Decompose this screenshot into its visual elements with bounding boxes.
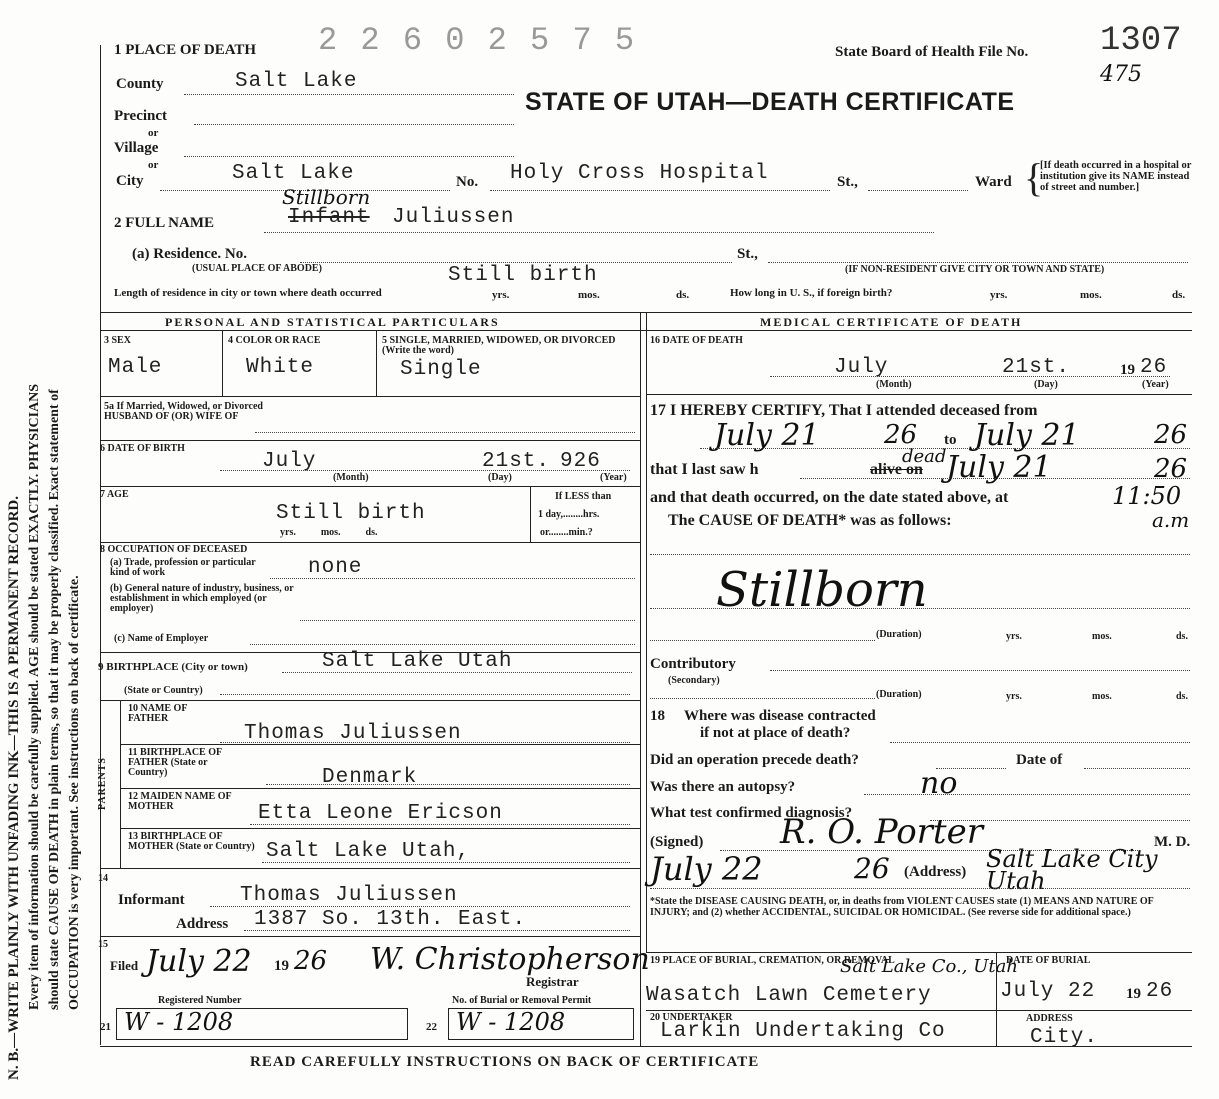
physician-signature: R. O. Porter [780, 812, 983, 852]
undertaker-value: Larkin Undertaking Co [660, 1020, 946, 1043]
race-value: White [246, 356, 315, 379]
personal-heading: PERSONAL AND STATISTICAL PARTICULARS [165, 315, 500, 329]
file-number-alt: 475 [1100, 62, 1142, 87]
surname-value: Juliussen [392, 206, 515, 229]
filed-date: July 22 [146, 944, 252, 979]
length-residence-label: Length of residence in city or town where death occurred [114, 287, 382, 299]
margin-instructions-3: OCCUPATION is very important. See instructions on back of certificate. [67, 575, 82, 1010]
death-day: 21st. [1002, 356, 1071, 379]
mother-name: Etta Leone Ericson [258, 802, 503, 825]
ward-label: Ward [975, 174, 1012, 190]
burial-permit-number: W - 1208 [456, 1008, 566, 1036]
medical-heading: MEDICAL CERTIFICATE OF DEATH [760, 315, 1023, 329]
cause-footnote: *State the DISEASE CAUSING DEATH, or, in deaths from VIOLENT CAUSES state (1) MEANS AND NATURE OF INJURY; and (2) whether ACCIDENTAL, SUICIDAL OR HOMICIDAL. (See reverse side for additional space.) [650, 896, 1154, 918]
physician-address: Salt Lake City Utah [986, 845, 1158, 895]
informant-address: 1387 So. 13th. East. [254, 908, 527, 931]
certify-label: 17 I HEREBY CERTIFY, That I attended deceased from [650, 402, 1038, 419]
age-value: Still birth [276, 502, 426, 525]
filed-year: 26 [294, 946, 328, 976]
registrar-signature: W. Christopherson [370, 942, 650, 977]
cemetery-value: Wasatch Lawn Cemetery [646, 984, 932, 1007]
full-name-label: 2 FULL NAME [114, 215, 215, 231]
length-residence-value: Still birth [448, 264, 598, 287]
last-saw-date: July 21 [946, 450, 1052, 485]
registered-number: W - 1208 [124, 1008, 234, 1036]
serial-number: 2 2 6 0 2 5 7 5 [318, 22, 637, 59]
file-number: 1307 [1100, 22, 1182, 60]
marital-value: Single [400, 358, 482, 381]
dob-year: 926 [560, 450, 601, 473]
burial-date: July 22 [1000, 980, 1096, 1003]
father-birthplace: Denmark [322, 766, 418, 789]
margin-instructions-1: Every item of information should be carefully supplied. AGE should be stated EXACTLY. PHYSICIANS [27, 383, 42, 1010]
city-value: Salt Lake [232, 162, 355, 185]
informant-name: Thomas Juliussen [240, 884, 458, 907]
city-label: City [116, 173, 144, 189]
burial-year: 26 [1146, 980, 1174, 1003]
residence-label: (a) Residence. No. [132, 246, 247, 262]
birthplace-value: Salt Lake Utah [322, 650, 513, 673]
parents-label: PARENTS [97, 757, 108, 810]
signed-date: July 22 [650, 850, 763, 888]
place-of-death-label: 1 PLACE OF DEATH [114, 42, 257, 58]
sex-value: Male [108, 356, 163, 379]
stillborn-note: Stillborn [282, 185, 371, 209]
attended-from: July 21 [714, 418, 820, 453]
hospital-value: Holy Cross Hospital [510, 162, 769, 185]
precinct-label: Precinct [114, 108, 168, 124]
file-no-label: State Board of Health File No. [835, 44, 1029, 60]
margin-warning: N. B.—WRITE PLAINLY WITH UNFADING INK—THIS IS A PERMANENT RECORD. [6, 496, 22, 1080]
autopsy-value: no [920, 766, 958, 801]
certificate-title: STATE OF UTAH—DEATH CERTIFICATE [525, 88, 1015, 116]
mother-birthplace: Salt Lake Utah, [266, 840, 471, 863]
cause-of-death: Stillborn [716, 562, 928, 618]
footer-instructions: READ CAREFULLY INSTRUCTIONS ON BACK OF CERTIFICATE [250, 1054, 760, 1070]
ward-note: [If death occurred in a hospital or institution give its NAME instead of street and number.] [1040, 160, 1192, 193]
county-value: Salt Lake [235, 70, 358, 93]
county-label: County [116, 76, 164, 92]
village-label: Village [114, 140, 159, 156]
death-month: July [834, 356, 889, 379]
no-label: No. [456, 174, 479, 190]
death-time: 11:50 [1112, 482, 1182, 510]
occupation-value: none [308, 556, 363, 579]
death-year: 26 [1140, 356, 1168, 379]
crossed-name: Infant [288, 206, 370, 229]
undertaker-address: City. [1030, 1026, 1099, 1049]
street-label: St., [837, 174, 858, 190]
father-name: Thomas Juliussen [244, 722, 462, 745]
margin-instructions-2: should state CAUSE OF DEATH in plain terms, so that it may be properly classified. Exact statement of [47, 389, 62, 1010]
dob-month: July [262, 450, 317, 473]
dob-day: 21st. [482, 450, 551, 473]
attended-to: July 21 [974, 418, 1080, 453]
